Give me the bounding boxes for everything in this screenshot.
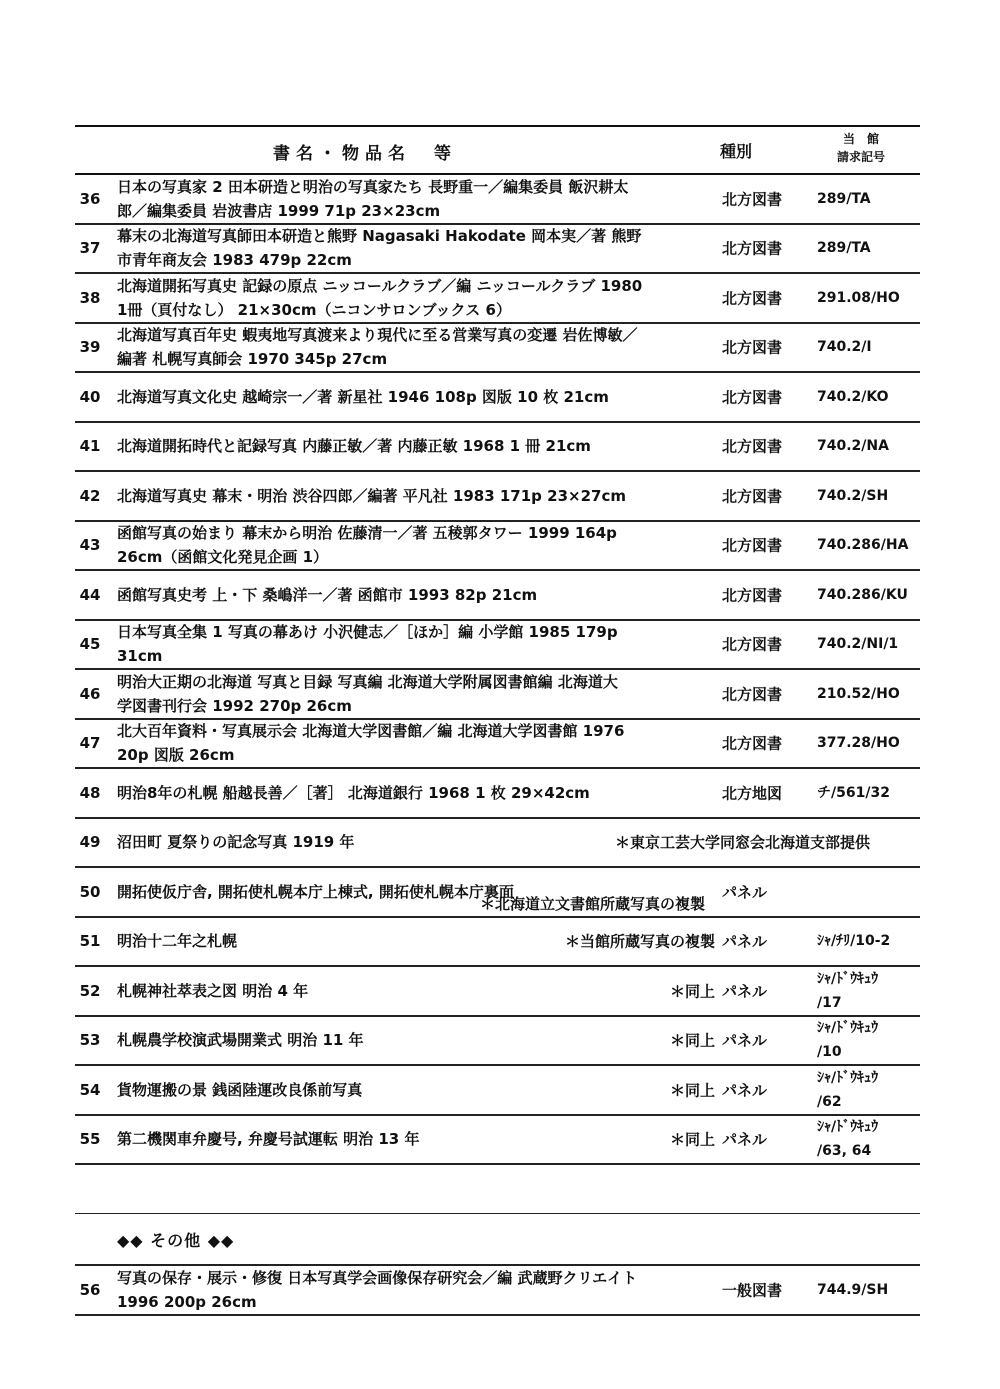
table-row — [75, 819, 920, 869]
row-call-number: ｼｬ/ﾁﾘ/10-2 — [817, 933, 891, 950]
row-call-number: ｼｬ/ﾄﾞｳｷｭｳ /62 — [817, 1069, 879, 1110]
table-row — [75, 274, 920, 324]
table-row — [75, 868, 920, 918]
row-number: 49 — [79, 833, 101, 852]
row-note: ＊北海道立文書館所蔵写真の複製 — [479, 894, 705, 913]
table-header — [75, 125, 920, 175]
row-call-number: 744.9/SH — [817, 1281, 889, 1298]
table-row — [75, 175, 920, 225]
section-title: ◆◆ その他 ◆◆ — [117, 1231, 235, 1250]
table-row — [75, 373, 920, 423]
row-description: 明治大正期の北海道 写真と目録 写真編 北海道大学附属図書館編 北海道大 学図書刊行会 1992 270p 26cm — [117, 672, 618, 715]
row-note: ＊当館所蔵写真の複製 — [564, 932, 715, 951]
row-number: 53 — [79, 1031, 101, 1050]
row-number: 36 — [79, 189, 101, 208]
table-row — [75, 423, 920, 473]
row-kind: パネル — [722, 883, 768, 902]
row-kind: 一般図書 — [722, 1281, 783, 1300]
row-number: 56 — [79, 1280, 101, 1299]
table-row — [75, 720, 920, 770]
row-description: 貨物運搬の景 銭函陸運改良係前写真 — [117, 1080, 363, 1099]
row-number: 42 — [79, 486, 101, 505]
table-row — [75, 225, 920, 275]
row-call-number: 377.28/HO — [817, 735, 900, 752]
row-number: 54 — [79, 1080, 101, 1099]
row-kind: パネル — [722, 982, 768, 1001]
row-description: 沼田町 夏祭りの記念写真 1919 年 — [117, 833, 355, 852]
row-kind: 北方図書 — [722, 239, 783, 258]
row-note: ＊同上 — [669, 1081, 715, 1100]
header-title: 書名・物品名 等 — [273, 144, 457, 164]
row-call-number: 210.52/HO — [817, 685, 900, 702]
row-kind: 北方図書 — [722, 586, 783, 605]
catalog-table — [75, 125, 920, 1316]
table-row — [75, 324, 920, 374]
row-number: 50 — [79, 882, 101, 901]
row-description: 札幌農学校演武場開業式 明治 11 年 — [117, 1031, 364, 1050]
row-number: 39 — [79, 338, 101, 357]
row-description: 函館写真の始まり 幕末から明治 佐藤清一／著 五稜郭タワー 1999 164p 26cm（函館文化発見企画 1） — [117, 524, 617, 567]
table-row — [75, 1116, 920, 1166]
table-row — [75, 1066, 920, 1116]
row-kind: パネル — [722, 1081, 768, 1100]
row-number: 44 — [79, 585, 101, 604]
row-note: ＊同上 — [669, 1031, 715, 1050]
table-row — [75, 571, 920, 621]
row-number: 46 — [79, 684, 101, 703]
row-call-number: 740.286/HA — [817, 537, 909, 554]
row-kind: 北方図書 — [722, 437, 783, 456]
row-call-number: 740.2/SH — [817, 487, 889, 504]
header-kind: 種別 — [720, 142, 753, 161]
row-number: 47 — [79, 734, 101, 753]
row-kind: 北方図書 — [722, 289, 783, 308]
row-kind: 北方図書 — [722, 734, 783, 753]
row-call-number: ｼｬ/ﾄﾞｳｷｭｳ /10 — [817, 1020, 879, 1061]
row-description: 幕末の北海道写真師田本研造と熊野 Nagasaki Hakodate 岡本実／著 熊野 市青年商友会 1983 479p 22cm — [117, 227, 642, 270]
row-description: 北海道開拓写真史 記録の原点 ニッコールクラブ／編 ニッコールクラブ 1980 1冊（頁付なし） 21×30cm（ニコンサロンブックス 6） — [117, 276, 643, 319]
row-number: 52 — [79, 981, 101, 1000]
row-kind: 北方図書 — [722, 635, 783, 654]
row-description: 明治8年の札幌 船越長善／［著］ 北海道銀行 1968 1 枚 29×42cm — [117, 783, 590, 802]
row-call-number: 740.2/KO — [817, 388, 889, 405]
row-call-number: 289/TA — [817, 240, 871, 257]
row-call-number: 740.2/NA — [817, 438, 889, 455]
section-heading — [75, 1214, 920, 1266]
row-kind: パネル — [722, 1130, 768, 1149]
row-description: 北海道写真史 幕末・明治 渋谷四郎／編著 平凡社 1983 171p 23×27cm — [117, 486, 626, 505]
row-number: 38 — [79, 288, 101, 307]
row-description: 札幌神社萃表之図 明治 4 年 — [117, 981, 309, 1000]
table-body — [75, 175, 920, 1165]
row-kind: 北方図書 — [722, 190, 783, 209]
row-description: 北大百年資料・写真展示会 北海道大学図書館／編 北海道大学図書館 1976 20p 図版 26cm — [117, 722, 625, 765]
section-spacer — [75, 1165, 920, 1214]
row-call-number: ｼｬ/ﾄﾞｳｷｭｳ /63, 64 — [817, 1119, 879, 1160]
table-row — [75, 967, 920, 1017]
row-description: 北海道写真文化史 越崎宗一／著 新星社 1946 108p 図版 10 枚 21cm — [117, 387, 609, 406]
row-call-number: 740.2/I — [817, 339, 872, 356]
row-number: 48 — [79, 783, 101, 802]
header-call-line1: 当 館 — [842, 132, 879, 146]
row-description: 第二機関車弁慶号, 弁慶号試運転 明治 13 年 — [117, 1130, 420, 1149]
row-description: 開拓使仮庁舎, 開拓使札幌本庁上棟式, 開拓使札幌本庁裏面 — [117, 882, 514, 901]
row-kind: 北方図書 — [722, 338, 783, 357]
row-description: 日本の写真家 2 田本研造と明治の写真家たち 長野重一／編集委員 飯沢耕太 郎／編集委員 岩波書店 1999 71p 23×23cm — [117, 177, 629, 220]
row-kind: パネル — [722, 932, 768, 951]
row-description: 北海道開拓時代と記録写真 内藤正敏／著 内藤正敏 1968 1 冊 21cm — [117, 437, 591, 456]
row-note: ＊同上 — [669, 982, 715, 1001]
row-kind: 北方図書 — [722, 685, 783, 704]
table-row — [75, 670, 920, 720]
row-call-number: 289/TA — [817, 190, 871, 207]
row-description: 写真の保存・展示・修復 日本写真学会画像保存研究会／編 武蔵野クリエイト 1996 200p 26cm — [117, 1268, 638, 1311]
table-row — [75, 1266, 920, 1316]
row-number: 55 — [79, 1130, 101, 1149]
row-note: ＊東京工芸大学同窓会北海道支部提供 — [614, 833, 870, 852]
row-number: 45 — [79, 635, 101, 654]
row-number: 43 — [79, 536, 101, 555]
row-kind: パネル — [722, 1031, 768, 1050]
table-row — [75, 769, 920, 819]
row-description: 北海道写真百年史 蝦夷地写真渡来より現代に至る営業写真の変遷 岩佐博敏／ 編著 札幌写真師会 1970 345p 27cm — [117, 326, 638, 369]
row-description: 日本写真全集 1 写真の幕あけ 小沢健志／［ほか］編 小学館 1985 179p 31cm — [117, 623, 618, 666]
row-kind: 北方地図 — [722, 784, 783, 803]
row-description: 明治十二年之札幌 — [117, 932, 238, 951]
row-call-number: 740.2/NI/1 — [817, 636, 899, 653]
row-kind: 北方図書 — [722, 388, 783, 407]
row-call-number: チ/561/32 — [817, 784, 890, 801]
table-row — [75, 522, 920, 572]
row-number: 41 — [79, 437, 101, 456]
header-call-line2: 請求記号 — [836, 150, 885, 164]
row-number: 40 — [79, 387, 101, 406]
table-row — [75, 1017, 920, 1067]
table-row — [75, 918, 920, 968]
table-row — [75, 472, 920, 522]
row-number: 37 — [79, 239, 101, 258]
header-call-number — [833, 130, 889, 166]
row-kind: 北方図書 — [722, 487, 783, 506]
row-number: 51 — [79, 932, 101, 951]
row-call-number: 291.08/HO — [817, 289, 900, 306]
row-kind: 北方図書 — [722, 536, 783, 555]
row-note: ＊同上 — [669, 1130, 715, 1149]
row-description: 函館写真史考 上・下 桑嶋洋一／著 函館市 1993 82p 21cm — [117, 585, 538, 604]
row-call-number: 740.286/KU — [817, 586, 908, 603]
row-call-number: ｼｬ/ﾄﾞｳｷｭｳ /17 — [817, 970, 879, 1011]
table-row — [75, 621, 920, 671]
